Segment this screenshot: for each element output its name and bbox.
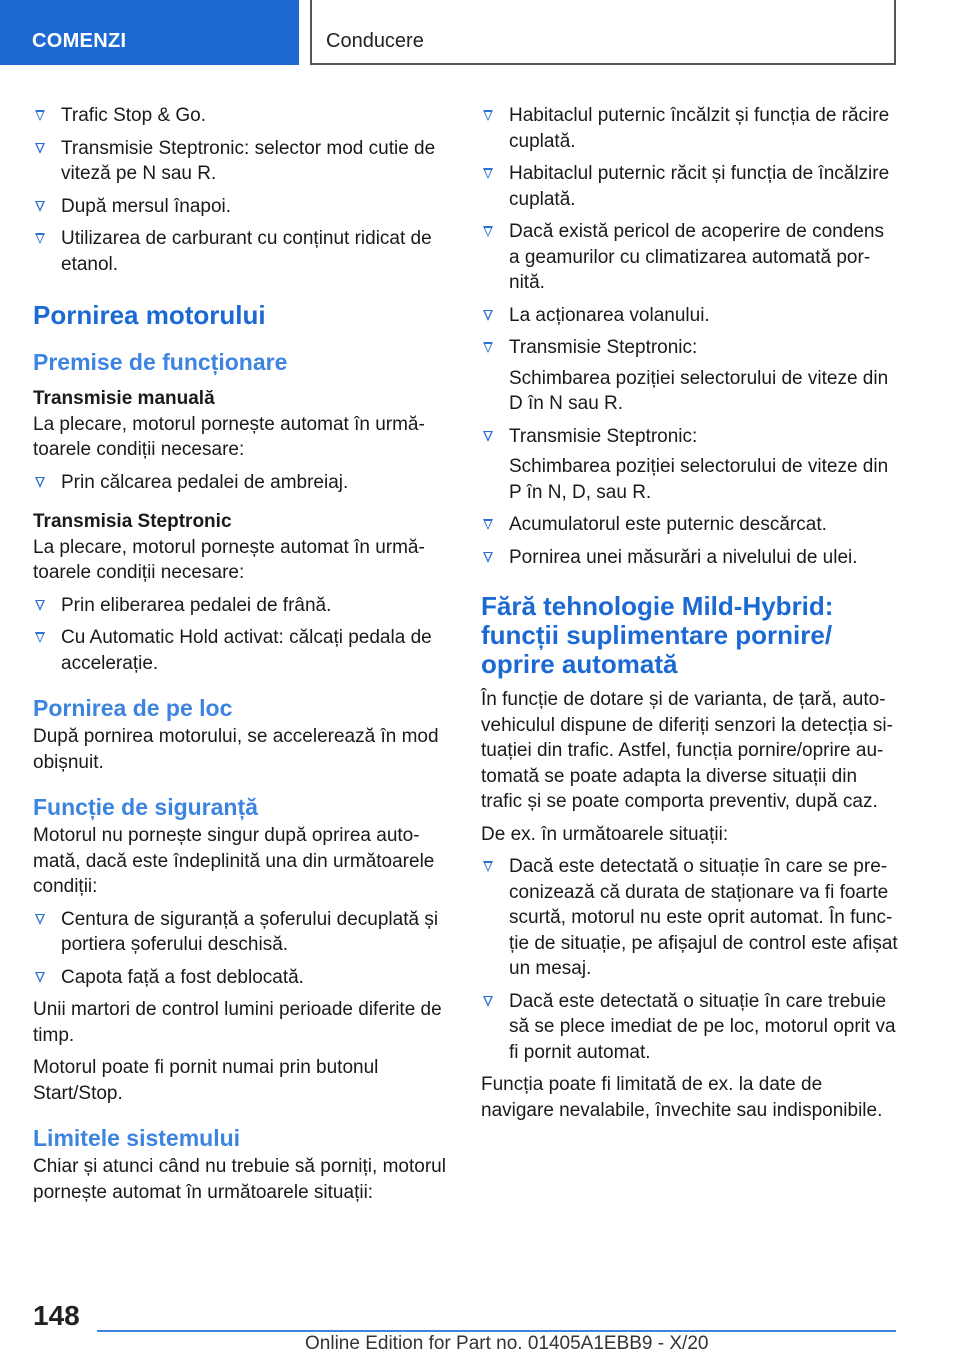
edition-text: Online Edition for Part no. 01405A1EBB9 - X/20	[305, 1333, 709, 1354]
list-item: Habitaclul puternic răcit și funcția de încălzire cuplată.	[481, 161, 899, 212]
paragraph: După pornirea motorului, se accelerează în mod obișnuit.	[33, 726, 439, 773]
section-tab	[0, 0, 299, 65]
list-item: Prin călcarea pedalei de ambreiaj.	[33, 470, 451, 496]
left-column	[33, 103, 451, 1212]
manual-list	[33, 470, 451, 496]
subheading-manual: Transmisie manuală	[33, 388, 215, 409]
list-item: Transmisie Steptronic:	[481, 335, 899, 361]
list-item: Dacă este detectată o situație în care trebuie să se plece imediat de pe loc, motorul oprit va fi pornit automat.	[481, 989, 899, 1066]
steptronic-list	[481, 424, 899, 450]
footer-divider	[97, 1330, 896, 1332]
list-item: Pornirea unei măsurări a nivelului de ulei.	[481, 545, 899, 571]
list-item: La acționarea volanului.	[481, 303, 899, 329]
bullet-triangle-icon	[35, 477, 45, 488]
bullet-triangle-icon	[35, 201, 45, 212]
paragraph: La plecare, motorul pornește automat în următoarele condiții necesare:	[33, 413, 425, 460]
bullet-triangle-icon	[483, 168, 493, 179]
list-item: Cu Automatic Hold activat: călcați pedala de accelerație.	[33, 625, 451, 676]
bullet-triangle-icon	[483, 431, 493, 442]
chapter-title: Conducere	[326, 30, 424, 52]
paragraph: Funcția poate fi limitată de ex. la date de navigare nevalabile, învechite sau indisponibile.	[481, 1074, 883, 1121]
list-item: Centura de siguranță a șoferului decuplată și portiera șoferului deschisă.	[33, 907, 451, 958]
bullet-triangle-icon	[35, 600, 45, 611]
subheading-steptronic: Transmisia Steptronic	[33, 511, 232, 532]
bullet-triangle-icon	[35, 143, 45, 154]
list-item: Capota față a fost deblocată.	[33, 965, 451, 991]
list-item: Habitaclul puternic încălzit și funcția de răcire cuplată.	[481, 103, 899, 154]
list-item: Transmisie Steptronic: selector mod cutie de viteză pe N sau R.	[33, 136, 451, 187]
bullet-triangle-icon	[483, 996, 493, 1007]
intro-list	[33, 103, 451, 277]
right-column	[481, 103, 899, 1130]
heading-safety-function: Funcție de siguranță	[33, 794, 258, 820]
paragraph: De ex. în următoarele situații:	[481, 823, 729, 845]
list-item: Utilizarea de carburant cu conținut ridicat de etanol.	[33, 226, 451, 277]
bullet-triangle-icon	[35, 972, 45, 983]
mild-hybrid-list	[481, 854, 899, 1065]
situations-list-2	[481, 512, 899, 570]
list-item: Prin eliberarea pedalei de frână.	[33, 593, 451, 619]
bullet-triangle-icon	[483, 861, 493, 872]
bullet-triangle-icon	[483, 310, 493, 321]
heading-start-from-standstill: Pornirea de pe loc	[33, 695, 233, 721]
bullet-triangle-icon	[483, 519, 493, 530]
chapter-tab	[310, 0, 896, 65]
steptronic-list	[33, 593, 451, 677]
sub-paragraph: Schimbarea poziției selectorului de viteze din D în N sau R.	[509, 367, 889, 414]
bullet-triangle-icon	[35, 110, 45, 121]
list-item: Trafic Stop & Go.	[33, 103, 451, 129]
paragraph: Chiar și atunci când nu trebuie să porniți, motorul pornește automat în următoarele situații:	[33, 1156, 446, 1203]
heading-engine-start: Pornirea motorului	[33, 300, 266, 330]
list-item: Dacă este detectată o situație în care se preconizează că durata de staționare va fi foarte scurtă, motorul nu este oprit automat. În funcție de situație, pe afișajul de control este afișat un mesaj.	[481, 854, 899, 982]
paragraph: Motorul poate fi pornit numai prin butonul Start/Stop.	[33, 1057, 379, 1104]
heading-premise: Premise de funcționare	[33, 349, 288, 375]
bullet-triangle-icon	[35, 914, 45, 925]
list-item: Acumulatorul este puternic descărcat.	[481, 512, 899, 538]
heading-system-limits: Limitele sistemului	[33, 1125, 241, 1151]
bullet-triangle-icon	[483, 226, 493, 237]
situations-list	[481, 103, 899, 361]
heading-mild-hybrid: Fără tehnologie Mild-Hybrid: funcții suplimentare pornire/ oprire automată	[481, 591, 834, 679]
bullet-triangle-icon	[483, 552, 493, 563]
list-item: Dacă există pericol de acoperire de condens a geamurilor cu climatizarea automată pornită.	[481, 219, 899, 296]
bullet-triangle-icon	[35, 632, 45, 643]
page-number: 148	[33, 1300, 80, 1331]
list-item: Transmisie Steptronic:	[481, 424, 899, 450]
bullet-triangle-icon	[483, 110, 493, 121]
paragraph: Motorul nu pornește singur după oprirea automată, dacă este îndeplinită una din următoarele condiții:	[33, 825, 435, 897]
bullet-triangle-icon	[35, 233, 45, 244]
paragraph: Unii martori de control lumini perioade diferite de timp.	[33, 999, 442, 1046]
paragraph: La plecare, motorul pornește automat în următoarele condiții necesare:	[33, 536, 425, 583]
sub-paragraph: Schimbarea poziției selectorului de viteze din P în N, D, sau R.	[509, 456, 889, 503]
paragraph: În funcție de dotare și de varianta, de țară, autovehiculul dispune de diferiți senzori la detecția situației din trafic. Astfel, funcția pornire/oprire automată se poate adapta la diverse situații din trafic și se poate comporta preventiv, după caz.	[481, 689, 893, 812]
list-item: După mersul înapoi.	[33, 194, 451, 220]
safety-list	[33, 907, 451, 991]
section-title: COMENZI	[32, 30, 127, 52]
bullet-triangle-icon	[483, 342, 493, 353]
